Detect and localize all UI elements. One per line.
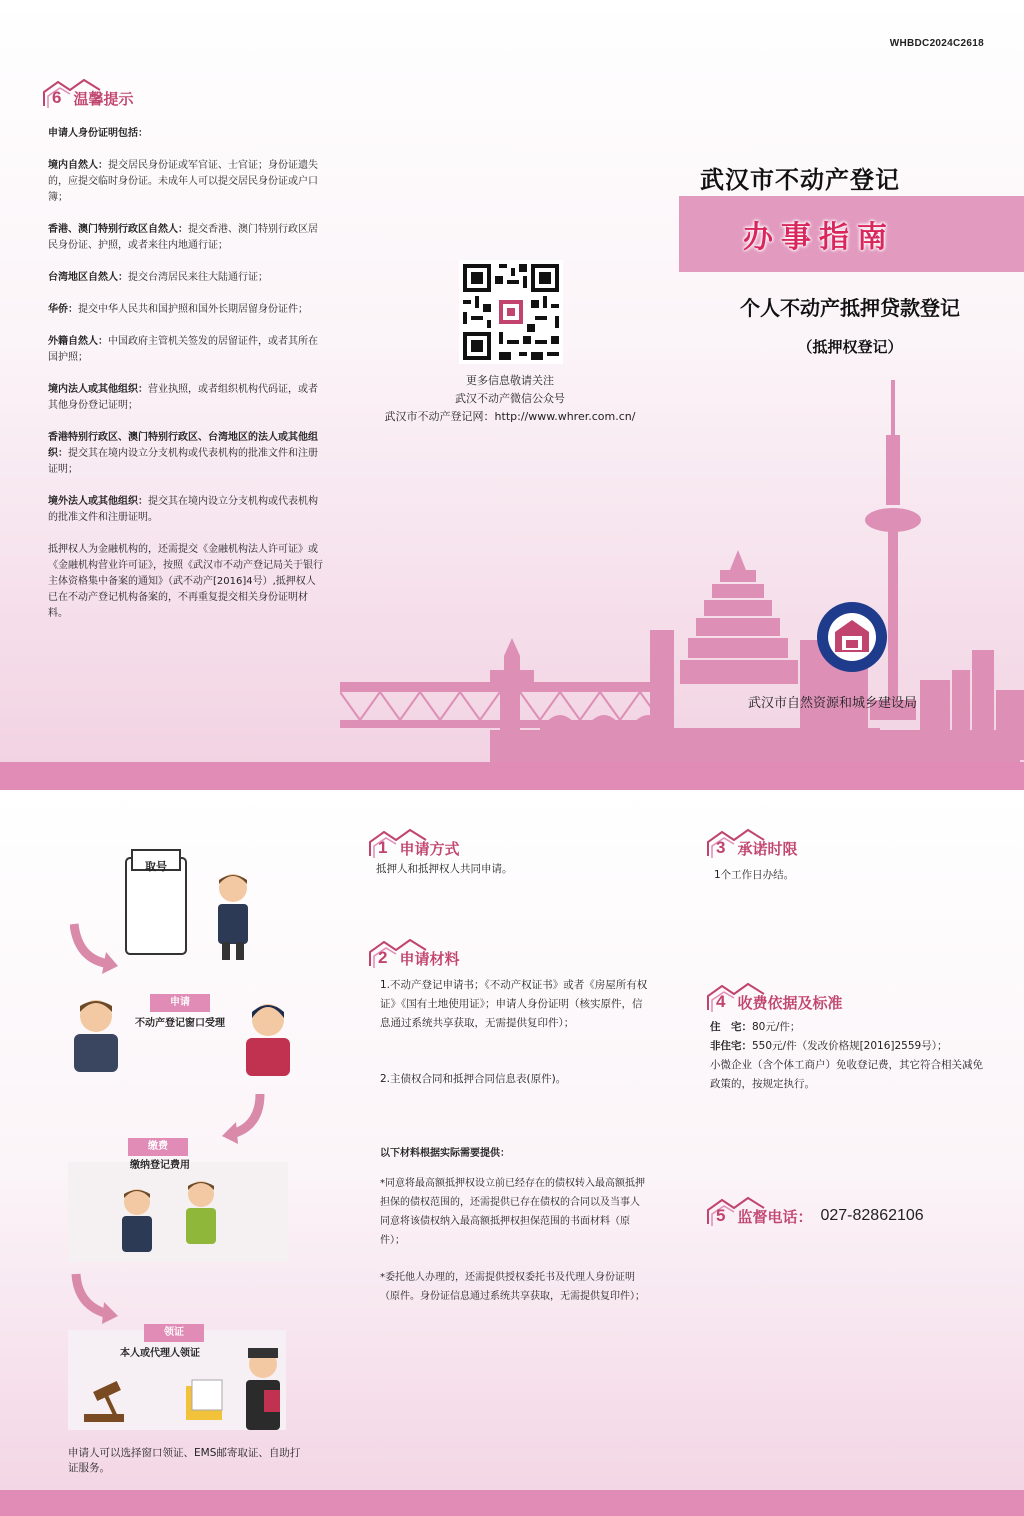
section-title: 申请方式 [399,839,460,858]
document-code: WHBDC2024C2618 [889,38,984,49]
tip-item: 境内自然人：提交居民身份证或军官证、士官证；身份证遗失的，应提交临时身份证。未成年人可以提交居民身份证或户口簿； [48,160,318,203]
tip-item: 抵押权人为金融机构的，还需提交《金融机构法人许可证》或《金融机构营业许可证》，按照《武汉市不动产登记局关于银行主体资格集中备案的通知》（武不动产[2016]4号）,抵押权人已在不动产登记机构备案的，不再重复提交相关身份证明材料。 [48,544,323,619]
tip-item: 香港特别行政区、澳门特别行政区、台湾地区的法人或其他组织：提交其在境内设立分支机构或代表机构的批准文件和注册证明； [48,432,318,475]
fees-details [710,1018,990,1094]
section-apply-method-heading [366,826,459,862]
section-materials-heading [366,936,459,972]
section-fees-heading [704,980,842,1016]
step-collect-badge: 领证 [144,1324,204,1342]
documents-icon [180,1376,230,1426]
section-title: 监督电话： [737,1207,813,1226]
tip-item: 华侨：提交中华人民共和国护照和国外长期居留身份证件； [48,304,308,315]
step-pay-badge: 缴费 [128,1138,188,1156]
qr-caption-line: 更多信息敬请关注 [466,374,554,387]
cashier-figure-icon [178,1178,224,1258]
cover-subtitle: 个人不动产抵押贷款登记 [740,296,960,320]
section-number: 2 [378,948,388,967]
optional-materials-heading: 以下材料根据实际需要提供： [380,1148,510,1159]
qr-caption-website[interactable]: 武汉市不动产登记网：http://www.whrer.com.cn/ [384,410,636,423]
section-number: 4 [716,992,726,1011]
section-number: 5 [716,1206,726,1225]
section-number: 6 [52,88,62,107]
tip-item: 境外法人或其他组织：提交其在境内设立分支机构或代表机构的批准文件和注册证明。 [48,496,318,523]
flow-arrow-icon [70,1270,120,1330]
tip-item: 外籍自然人：中国政府主管机关签发的居留证件，或者其所在国护照； [48,336,318,363]
flow-arrow-icon [220,1090,270,1150]
qr-caption-line: 武汉不动产微信公众号 [455,392,565,405]
tips-heading [40,76,133,112]
applicant-figure-icon [210,870,256,962]
tip-item: 台湾地区自然人：提交台湾居民来往大陆通行证； [48,272,268,283]
tips-list [48,126,323,638]
step-apply-label: 不动产登记窗口受理 [135,1018,225,1029]
step-pay-label: 缴纳登记费用 [130,1160,190,1171]
section-title: 温馨提示 [73,89,134,108]
collection-options-note: 申请人可以选择窗口领证、EMS邮寄取证、自助打证服务。 [68,1447,301,1474]
section-time-limit-heading [704,826,797,862]
hotline-number[interactable]: 027-82862106 [820,1207,924,1224]
section-number: 3 [716,838,726,857]
flow-arrow-icon [70,920,120,980]
bottom-band [0,1490,1024,1516]
qr-code-icon [459,260,563,364]
official-figure-icon [238,1346,288,1436]
real-estate-registration-emblem-icon [815,600,889,674]
section-hotline-heading [704,1194,924,1230]
step-apply-badge: 申请 [150,994,210,1012]
fee-exemption-note: 小微企业（含个体工商户）免收登记费，其它符合相关减免政策的，按规定执行。 [710,1059,983,1090]
section-number: 1 [378,838,388,857]
fee-line-nonresidential: 非住宅：550元/件（发改价格规[2016]2559号）； [710,1040,948,1052]
officer-figure-icon [238,1000,298,1076]
section-title: 收费依据及标准 [737,993,843,1012]
gavel-icon [80,1380,140,1426]
tip-item: 香港、澳门特别行政区自然人：提交香港、澳门特别行政区居民身份证、护照，或者来往内地通行证； [48,224,318,251]
apply-method-text: 抵押人和抵押权人共同申请。 [376,863,513,875]
step-collect-label: 本人或代理人领证 [120,1348,200,1359]
materials-item: 2.主债权合同和抵押合同信息表(原件)。 [380,1073,567,1085]
cover-title: 武汉市不动产登记 [700,166,900,194]
process-flow-illustration [60,840,300,1440]
optional-materials-item: *同意将最高额抵押权设立前已经存在的债权转入最高额抵押担保的债权范围的，还需提供已存在债权的合同以及当事人同意将该债权纳入最高额抵押权担保范围的书面材料（原件）； [380,1178,645,1246]
fee-line-residential: 住 宅：80元/件； [710,1021,801,1033]
clerk-figure-icon [66,996,126,1072]
time-limit-text: 1个工作日办结。 [714,869,795,881]
issuing-agency: 武汉市自然资源和城乡建设局 [748,696,918,711]
applicant-figure-icon [114,1186,160,1266]
fold-band [0,762,1024,790]
tip-item: 境内法人或其他组织：营业执照，或者组织机构代码证，或者其他身份登记证明； [48,384,318,411]
section-title: 承诺时限 [737,839,798,858]
guide-banner [679,196,1024,272]
optional-materials-item: *委托他人办理的，还需提供授权委托书及代理人身份证明（原件。身份证信息通过系统共享获取，无需提供复印件）； [380,1272,645,1302]
cover-subtitle-note: （抵押权登记） [797,338,903,356]
city-skyline-illustration [340,380,1024,762]
kiosk-label: 取号 [145,860,167,873]
section-title: 申请材料 [399,949,460,968]
materials-item: 1.不动产登记申请书；《不动产权证书》或者《房屋所有权证》《国有土地使用证》；申请人身份证明（核实原件，信息通过系统共享获取，无需提供复印件）； [380,979,648,1029]
guide-title: 办事指南 [743,220,895,255]
qr-code[interactable] [459,260,563,364]
tips-intro: 申请人身份证明包括： [48,128,148,139]
